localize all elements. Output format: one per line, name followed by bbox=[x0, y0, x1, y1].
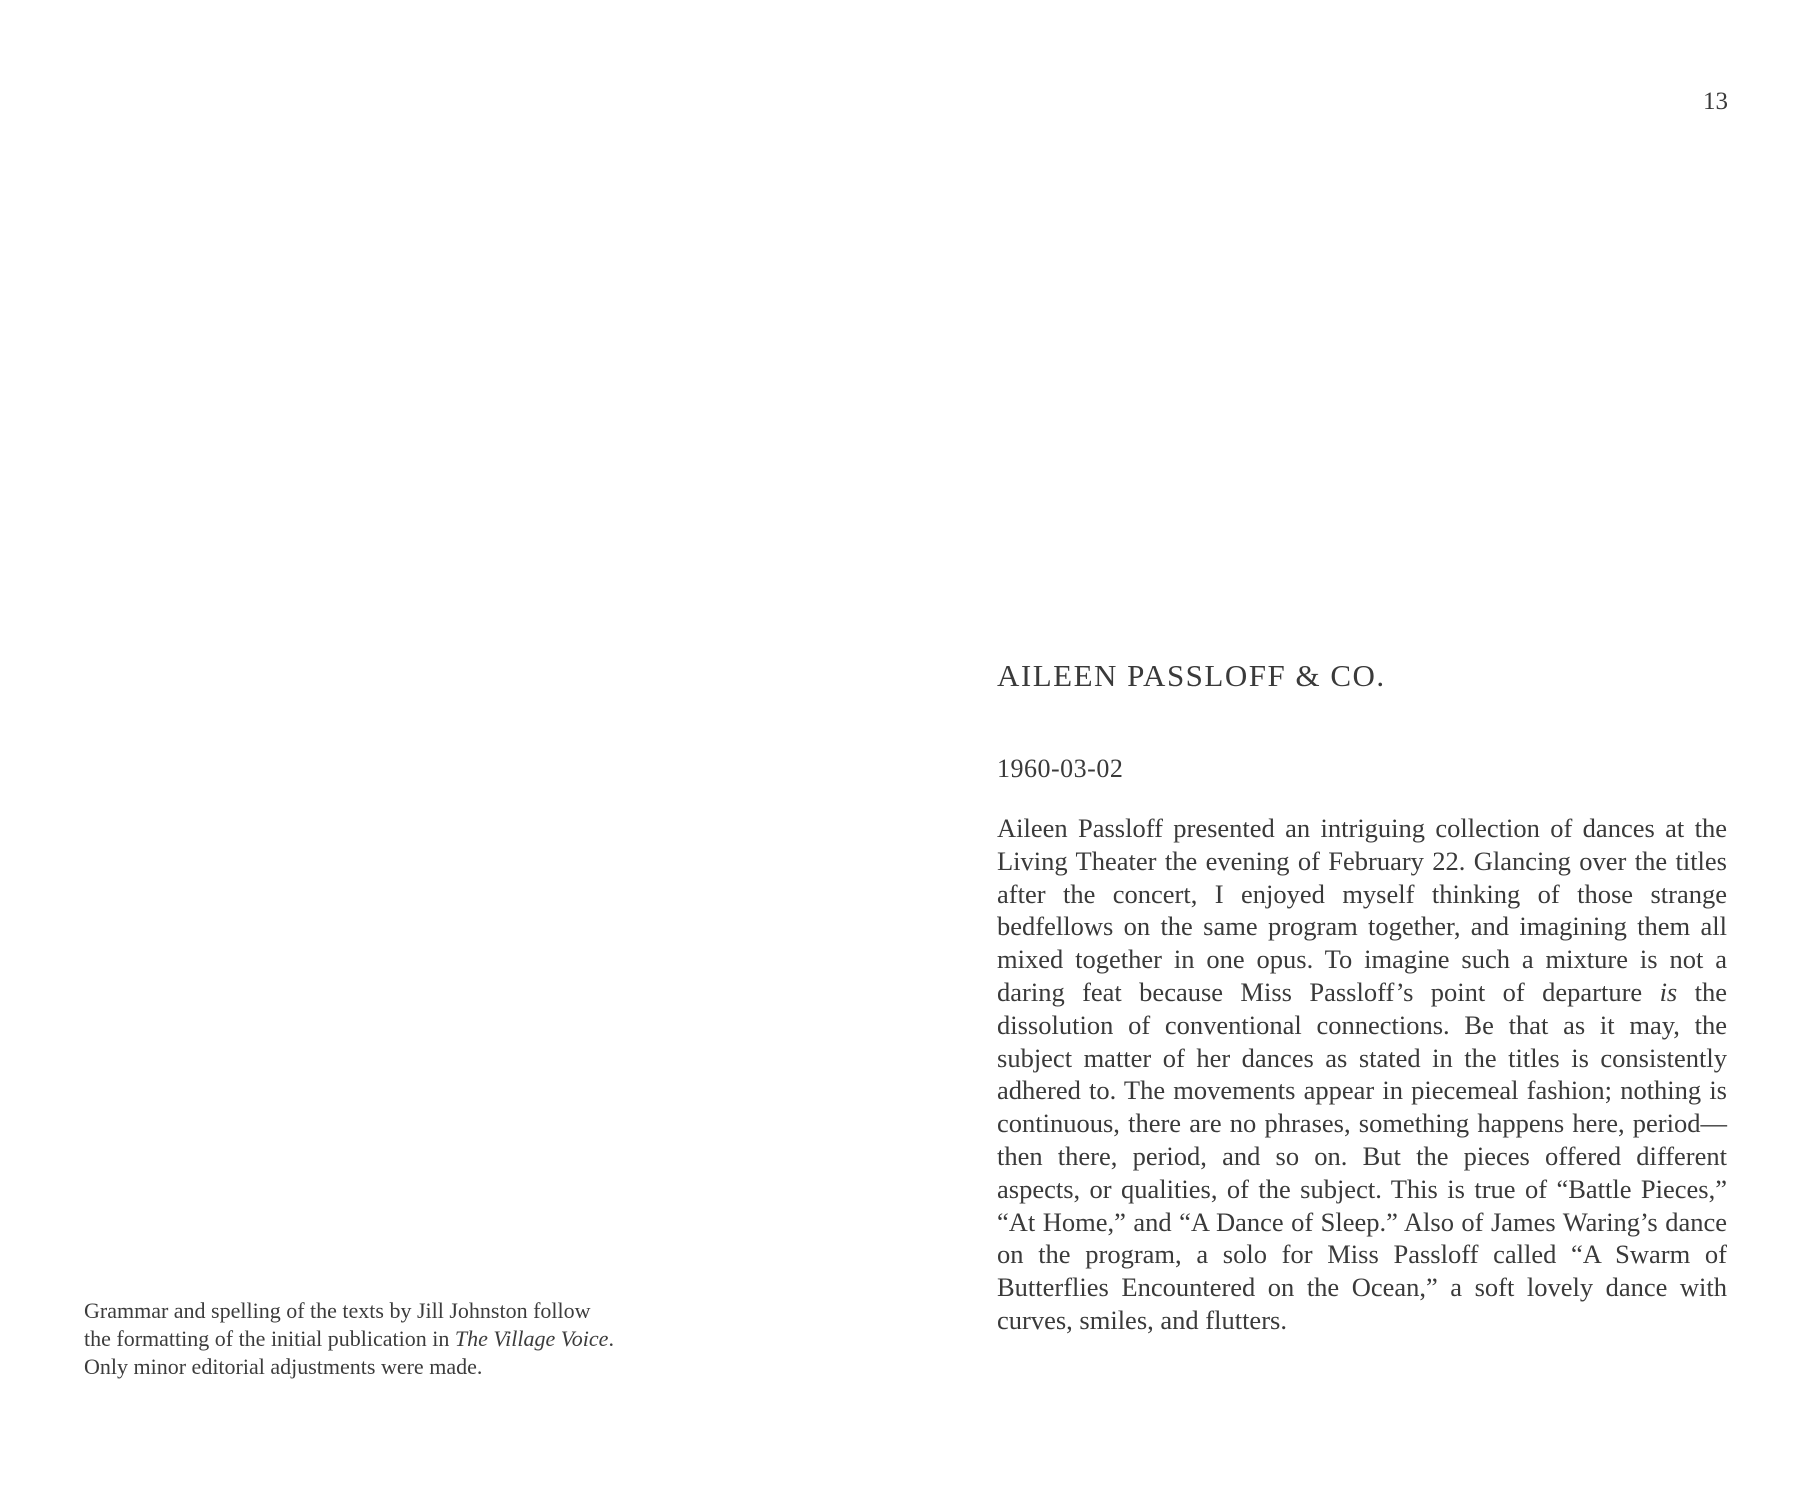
footnote-line-2 bbox=[84, 1325, 724, 1353]
footnote-line-3-text: Only minor editorial adjustments were made. bbox=[84, 1354, 483, 1379]
footnote-line-2-prefix: the formatting of the initial publication in bbox=[84, 1326, 455, 1351]
article-date: 1960-03-02 bbox=[997, 754, 1124, 783]
article-body-part-1: Aileen Passloff presented an intriguing collection of dances at the Living Theater the evening of February 22. Glancing over the titles after the concert, I enjoyed myself thinking of those strange bedfellows on the same program together, and imagining them all mixed together in one opus. To imagine such a mixture is not a daring feat because Miss Passloff’s point of departure bbox=[997, 813, 1727, 1007]
article-body-part-2: the dissolution of conventional connections. Be that as it may, the subject matter of her dances as stated in the titles is consistently adhered to. The movements appear in piecemeal fashion; nothing is continuous, there are no phrases, something happens here, period—then there, period, and so on. But the pieces offered different aspects, or qualities, of the subject. This is true of “Battle Pieces,” “At Home,” and “A Dance of Sleep.” Also of James Waring’s dance on the program, a solo for Miss Passloff called “A Swarm of Butterflies Encountered on the Ocean,” a soft lovely dance with curves, smiles, and flutters. bbox=[997, 976, 1728, 1335]
footnote-line-1 bbox=[84, 1297, 724, 1325]
article-body-emphasis: is bbox=[1659, 976, 1678, 1007]
footnote-line-3 bbox=[84, 1353, 724, 1381]
page-number: 13 bbox=[1703, 88, 1728, 115]
publication-title: The Village Voice bbox=[454, 1326, 609, 1351]
article-body bbox=[997, 812, 1727, 1337]
article-title: AILEEN PASSLOFF & CO. bbox=[997, 658, 1386, 693]
footnote-line-2-suffix: . bbox=[608, 1326, 614, 1351]
footnote-line-1-text: Grammar and spelling of the texts by Jill Johnston follow bbox=[84, 1298, 591, 1323]
article bbox=[997, 652, 1727, 1337]
editorial-footnote bbox=[84, 1297, 724, 1381]
